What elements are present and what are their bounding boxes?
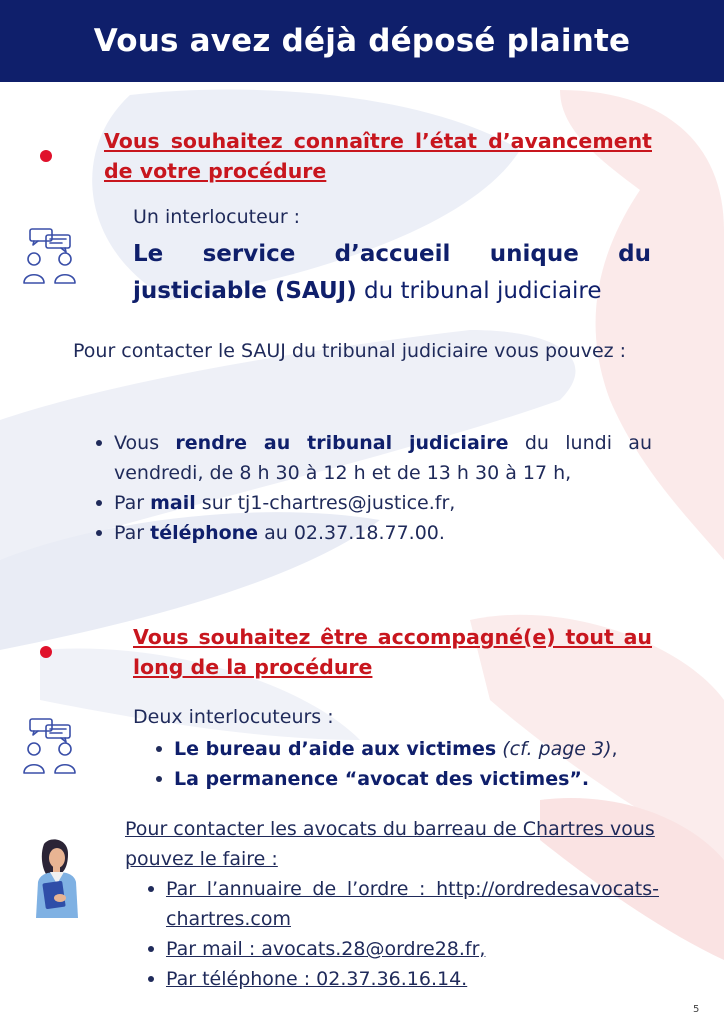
page-title: Vous avez déjà déposé plainte — [93, 23, 631, 59]
people-chat-icon — [20, 716, 82, 778]
section1-interlocutor-label: Un interlocuteur : — [133, 206, 301, 228]
section2-title: Vous souhaitez être accompagné(e) tout au long de la procédure — [133, 625, 652, 679]
section2-interlocutors-label: Deux interlocuteurs : — [133, 706, 334, 728]
list-item[interactable]: Par l’annuaire de l’ordre : http://ordredesavocats-chartres.com — [144, 874, 659, 934]
section1-interlocutor — [133, 236, 651, 310]
sauj-rest: du tribunal judiciaire — [356, 278, 602, 304]
list-item: Par mail sur tj1-chartres@justice.fr, — [92, 488, 652, 518]
sauj-name: Le service d’accueil unique du justiciable (SAUJ) — [133, 241, 651, 304]
section2-bullet — [40, 646, 52, 658]
people-chat-icon — [20, 226, 82, 288]
section2-interlocutors-list — [152, 734, 652, 794]
list-item: Vous rendre au tribunal judiciaire du lundi au vendredi, de 8 h 30 à 12 h et de 13 h 30 à 17 h, — [92, 428, 652, 488]
list-item: Le bureau d’aide aux victimes (cf. page 3), — [152, 734, 652, 764]
section1-bullet — [40, 150, 52, 162]
list-item[interactable]: Par téléphone : 02.37.36.16.14. — [144, 964, 659, 994]
lawyers-contact-list — [144, 874, 659, 994]
woman-illustration — [30, 838, 86, 918]
page-header — [0, 0, 724, 82]
list-item: Par téléphone au 02.37.18.77.00. — [92, 518, 652, 548]
lawyers-contact-intro: Pour contacter les avocats du barreau de Chartres vous pouvez le faire : — [125, 818, 655, 870]
list-item[interactable]: Par mail : avocats.28@ordre28.fr, — [144, 934, 659, 964]
list-item: La permanence “avocat des victimes”. — [152, 764, 652, 794]
page-number: 5 — [693, 1004, 700, 1015]
section1-title: Vous souhaitez connaître l’état d’avancement de votre procédure — [104, 129, 652, 183]
section1-contact-intro: Pour contacter le SAUJ du tribunal judiciaire vous pouvez : — [73, 340, 627, 362]
section1-contact-list — [92, 428, 652, 548]
